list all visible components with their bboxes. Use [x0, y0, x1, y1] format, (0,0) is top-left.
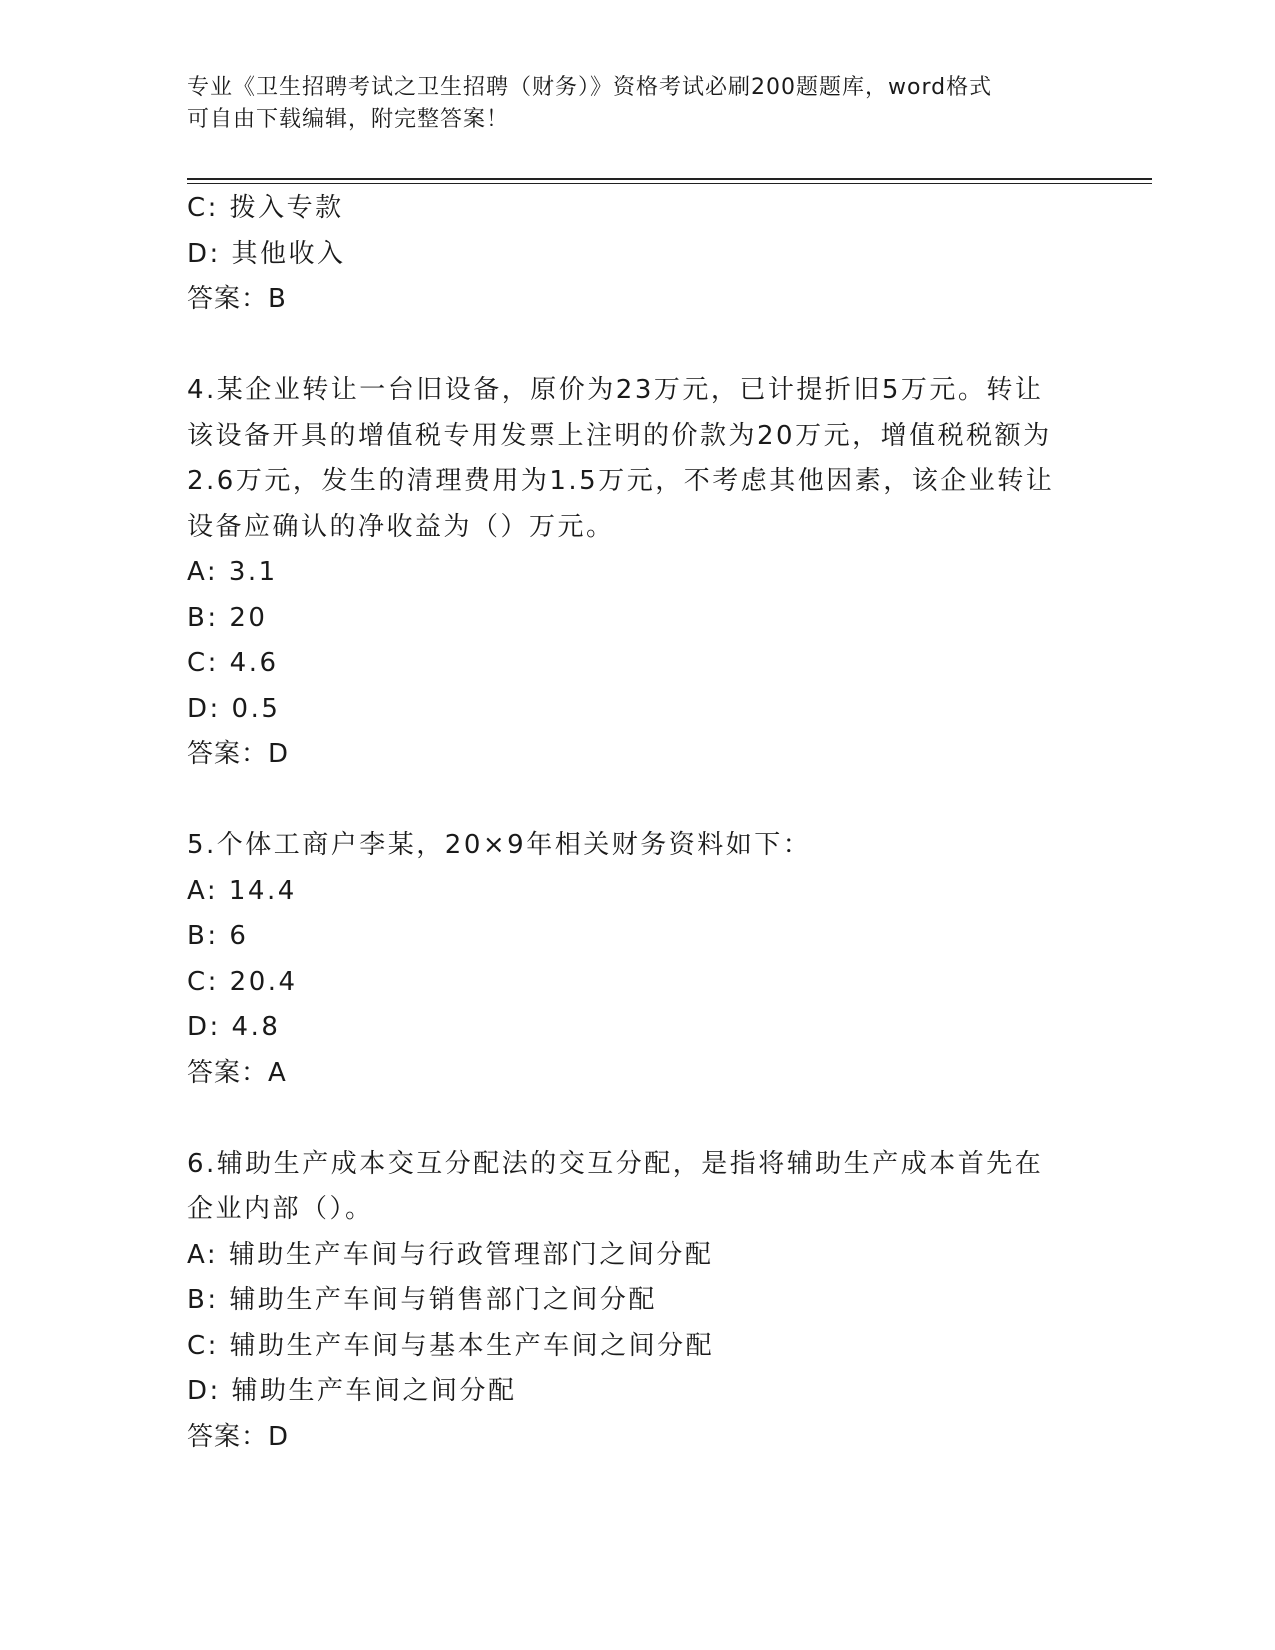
option-a: A: 辅助生产车间与行政管理部门之间分配: [187, 1239, 714, 1270]
spacer: [187, 778, 1087, 824]
option-d: D: 辅助生产车间之间分配: [187, 1376, 517, 1406]
option-b: B: 辅助生产车间与销售部门之间分配: [187, 1285, 657, 1315]
continued-question: [187, 186, 1087, 323]
answer-line: 答案：D: [187, 739, 290, 769]
question-4: [187, 368, 1087, 778]
option-b: B: 20: [187, 602, 268, 633]
option-c: C: 辅助生产车间与基本生产车间之间分配: [187, 1330, 715, 1361]
option-d: D: 4.8: [187, 1012, 281, 1042]
question-stem-line: 4.某企业转让一台旧设备，原价为23万元，已计提折旧5万元。转让: [187, 375, 1044, 405]
question-stem-line: 5.个体工商户李某，20×9年相关财务资料如下：: [187, 830, 812, 860]
document-body: [187, 186, 1087, 1460]
option-c: C: 4.6: [187, 648, 279, 678]
document-header: [187, 72, 1087, 136]
question-stem-line: 该设备开具的增值税专用发票上注明的价款为20万元，增值税税额为: [187, 420, 1052, 451]
answer-line: 答案：D: [187, 1421, 290, 1452]
answer-line: 答案：B: [187, 284, 287, 314]
answer-line: 答案：A: [187, 1057, 287, 1088]
option-d: D: 其他收入: [187, 238, 346, 269]
header-title-line-2: 可自由下载编辑，附完整答案！: [187, 107, 510, 132]
option-c: C: 拨入专款: [187, 193, 344, 223]
question-stem-line: 6.辅助生产成本交互分配法的交互分配，是指将辅助生产成本首先在: [187, 1148, 1044, 1179]
header-divider-thin: [187, 183, 1152, 184]
question-stem-line: 企业内部（）。: [187, 1194, 374, 1224]
spacer: [187, 1096, 1087, 1142]
option-a: A: 3.1: [187, 557, 278, 587]
question-stem-line: 设备应确认的净收益为（）万元。: [187, 511, 615, 542]
spacer: [187, 323, 1087, 369]
header-title-line-1: 专业《卫生招聘考试之卫生招聘（财务）》资格考试必刷200题题库，word格式: [187, 75, 993, 100]
question-5: [187, 823, 1087, 1096]
option-d: D: 0.5: [187, 693, 281, 724]
option-b: B: 6: [187, 921, 249, 951]
question-6: [187, 1142, 1087, 1461]
option-a: A: 14.4: [187, 875, 297, 906]
question-stem-line: 2.6万元，发生的清理费用为1.5万元，不考虑其他因素，该企业转让: [187, 466, 1055, 496]
header-divider: [187, 178, 1152, 180]
option-c: C: 20.4: [187, 966, 298, 997]
